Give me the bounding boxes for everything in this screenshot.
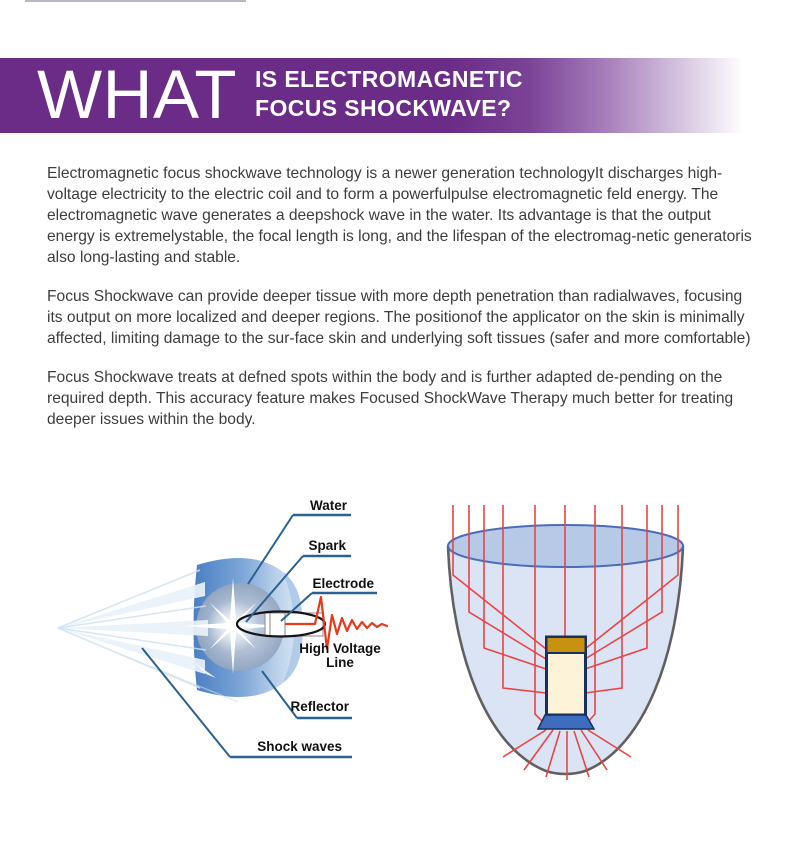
electrode-label: Electrode — [312, 576, 374, 591]
water-label: Water — [309, 498, 347, 513]
page-title-subtitle — [255, 65, 523, 123]
header-band — [0, 58, 800, 133]
high-voltage-label-line2: Line — [326, 655, 354, 670]
shock-waves-label: Shock waves — [257, 739, 342, 754]
focused-rays-diagram — [420, 490, 720, 790]
focus-target — [538, 637, 594, 729]
paragraph-2: Focus Shockwave can provide deeper tissue with more depth penetration than radialwaves, focusing its output on more localized and deeper regions. The positionof the applicator on the skin is minimally affected, limiting damage to the sur-face skin and underlying soft tissues (safer and more comfortable) — [47, 288, 751, 347]
shockwave-generator-diagram — [30, 480, 410, 810]
target-cap — [547, 637, 586, 653]
page-title-word: WHAT — [37, 56, 238, 133]
high-voltage-label-line1: High Voltage — [299, 641, 381, 656]
reflector-label: Reflector — [290, 699, 349, 714]
body-copy — [47, 163, 759, 448]
subtitle-line-1: IS ELECTROMAGNETIC — [255, 66, 523, 92]
subtitle-line-2: FOCUS SHOCKWAVE? — [255, 95, 512, 121]
target-base — [538, 715, 594, 729]
spark-label: Spark — [308, 538, 346, 553]
top-divider-rule — [25, 0, 246, 2]
paragraph-3: Focus Shockwave treats at defned spots within the body and is further adapted de-pending on the required depth. This accuracy feature makes Focused ShockWave Therapy much better for treating deeper issues within the body. — [47, 369, 734, 428]
paragraph-1: Electromagnetic focus shockwave technology is a newer generation technologyIt discharges high-voltage electricity to the electric coil and to form a powerfulpulse electromagnetic feld energy. The electromagnetic wave generates a deepshock wave in the water. Its advantage is that the output energy is extremelystable, the focal length is long, and the lifespan of the electromag-netic generatoris also long-lasting and stable. — [47, 165, 752, 266]
